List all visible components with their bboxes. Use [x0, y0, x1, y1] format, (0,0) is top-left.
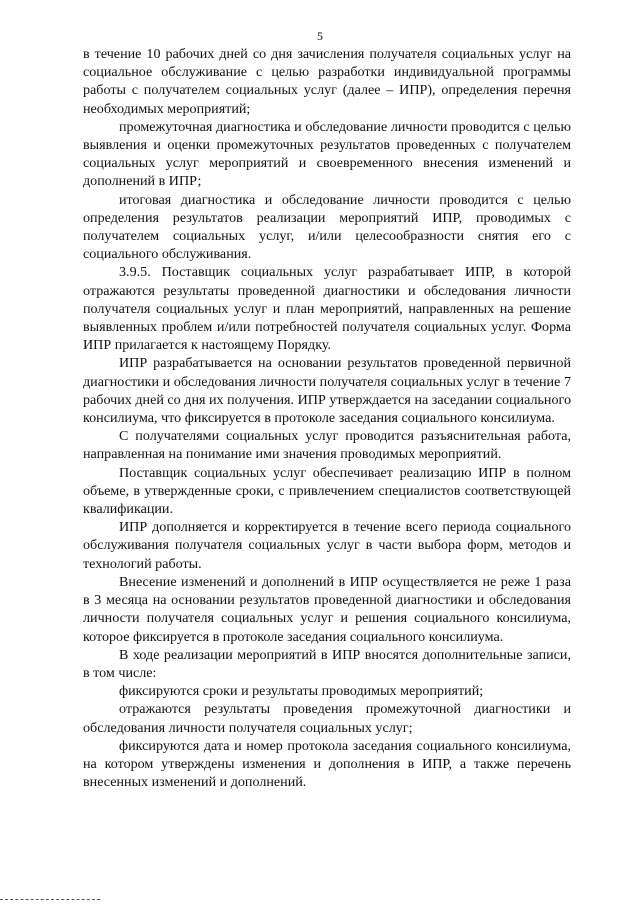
paragraph-ipr-changes-frequency: Внесение изменений и дополнений в ИПР осуществляется не реже 1 раза в 3 месяца на основании результатов проведенной диагностики и обследования личности получателя социальных услуг и решения социального консилиума, которое фиксируется в протоколе заседания социального консилиума. [83, 573, 571, 645]
paragraph-ipr-development: ИПР разрабатывается на основании результатов проведенной первичной диагностики и обследования личности получателя социальных услуг в течение 7 рабочих дней со дня их получения. ИПР утверждается на заседании социального консилиума, что фиксируется в протоколе заседания социального консилиума. [83, 355, 571, 427]
paragraph-additional-records: В ходе реализации мероприятий в ИПР вносятся дополнительные записи, в том числе: [83, 646, 571, 681]
paragraph-explanatory-work: С получателями социальных услуг проводится разъяснительная работа, направленная на понимание ими значения проводимых мероприятий. [83, 428, 571, 463]
paragraph-section-3-9-5: 3.9.5. Поставщик социальных услуг разрабатывает ИПР, в которой отражаются результаты проведенной диагностики и обследования личности получателя социальных услуг и план мероприятий, направленных на решение выявленных проблем и/или потребностей получателя социальных услуг. Форма ИПР прилагается к настоящему Порядку. [83, 264, 571, 354]
paragraph-final-diagnostics: итоговая диагностика и обследование личности проводится с целью определения результатов реализации мероприятий ИПР, проводимых с получателем социальных услуг, и/или целесообразности снятия его с социального обслуживания. [83, 191, 571, 263]
paragraph-intermediate-diagnostics: промежуточная диагностика и обследование личности проводится с целью выявления и оценки промежуточных результатов проведенных с получателем социальных услуг мероприятий и своевременного внесения изменений и дополнений в ИПР; [83, 118, 571, 190]
page-number: 5 [317, 29, 323, 43]
paragraph-ipr-correction: ИПР дополняется и корректируется в течение всего периода социального обслуживания получателя социальных услуг в части выбора форм, методов и технологий работы. [83, 519, 571, 572]
list-item-deadlines-results: фиксируются сроки и результаты проводимых мероприятий; [119, 683, 484, 700]
footer-divider [0, 899, 100, 900]
paragraph-initial-diagnostics-continued: в течение 10 рабочих дней со дня зачисления получателя социальных услуг на социальное обслуживание с целью разработки индивидуальной программы работы с получателем социальных услуг (далее – ИПР), определения перечня необходимых мероприятий; [83, 46, 571, 117]
list-item-protocol-details: фиксируются дата и номер протокола заседания социального консилиума, на котором утверждены изменения и дополнения в ИПР, а также перечень внесенных изменений и дополнений. [83, 737, 571, 791]
list-item-intermediate-results: отражаются результаты проведения промежуточной диагностики и обследования личности получателя социальных услуг; [83, 701, 571, 736]
document-body [83, 45, 571, 791]
paragraph-ipr-implementation: Поставщик социальных услуг обеспечивает реализацию ИПР в полном объеме, в утвержденные сроки, с привлечением специалистов соответствующей квалификации. [83, 464, 571, 518]
